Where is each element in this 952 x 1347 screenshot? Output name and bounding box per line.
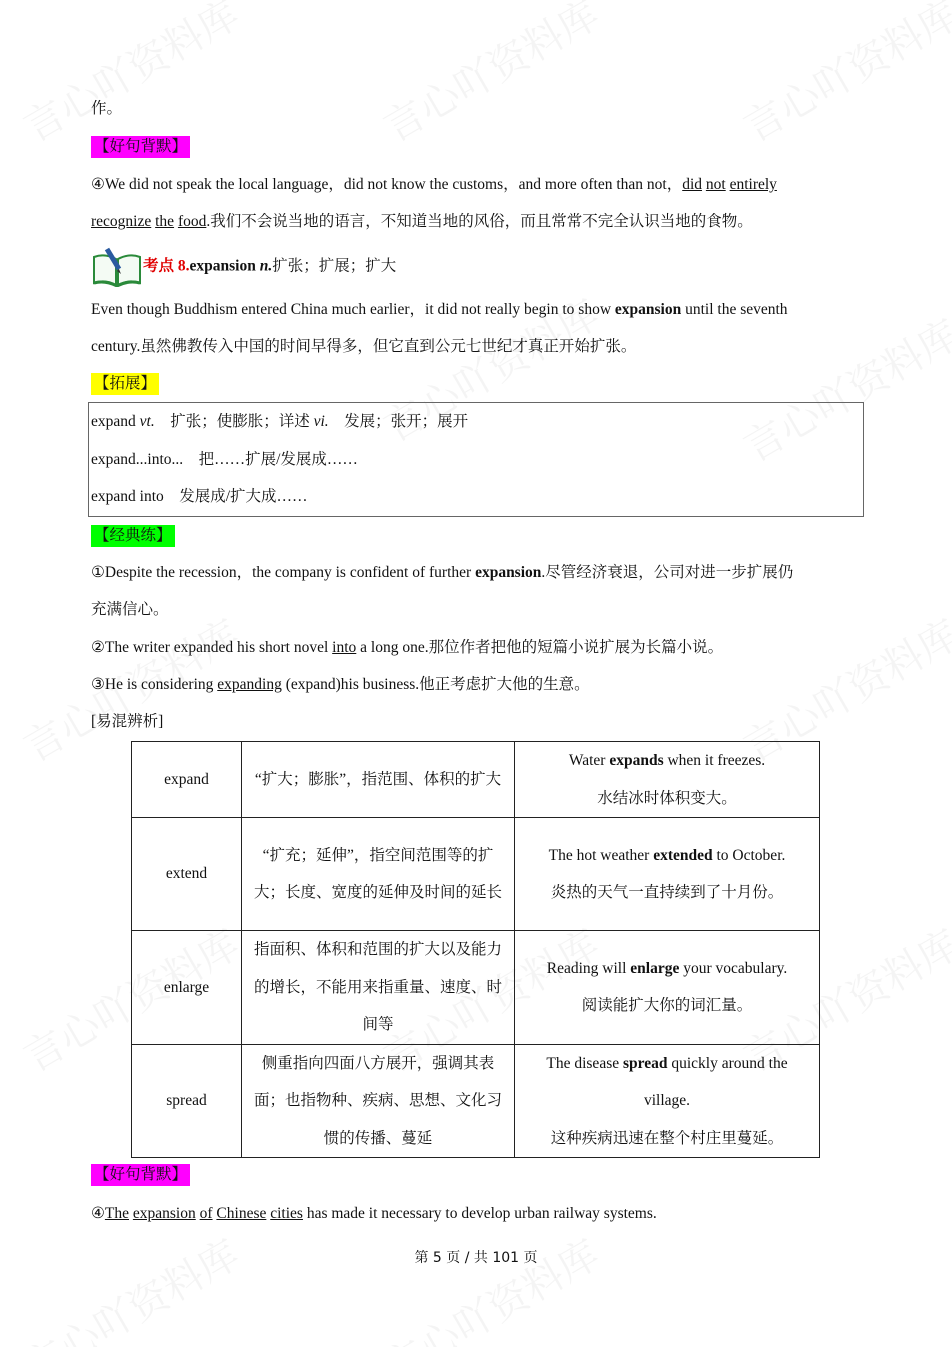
intro-tail: 作。 xyxy=(91,100,123,117)
cell-meaning: 侧重指向四面八方展开，强调其表面；也指物种、疾病、思想、文化习惯的传播、蔓延 xyxy=(242,1044,515,1158)
table-row xyxy=(132,931,820,1045)
section-tag-extend: 【拓展】 xyxy=(91,373,159,395)
section-tag-practice: 【经典练】 xyxy=(91,525,175,547)
practice-3: ③He is considering expanding (expand)his business.他正考虑扩大他的生意。 xyxy=(91,676,590,693)
cell-word: expand xyxy=(132,742,242,818)
watermark xyxy=(732,0,952,153)
table-row xyxy=(132,1044,820,1158)
cell-word: extend xyxy=(132,818,242,931)
cell-meaning: “扩充；延伸”，指空间范围等的扩大；长度、宽度的延伸及时间的延长 xyxy=(242,818,515,931)
extend-item: expand...into... 把……扩展/发展成…… xyxy=(91,451,358,468)
extend-item: expand vt. 扩张；使膨胀；详述 vi. 发展；张开；展开 xyxy=(91,413,469,430)
cell-word: spread xyxy=(132,1044,242,1158)
cell-example: The disease spread quickly around the village. 这种疾病迅速在整个村庄里蔓延。 xyxy=(515,1044,820,1158)
cell-example: Water expands when it freezes. 水结冰时体积变大。 xyxy=(515,742,820,818)
recite-sentence-4: ④We did not speak the local language，did not know the customs，and more often than not，did not entirely xyxy=(91,176,777,193)
cell-meaning: “扩大；膨胀”，指范围、体积的扩大 xyxy=(242,742,515,818)
practice-2: ②The writer expanded his short novel into a long one.那位作者把他的短篇小说扩展为长篇小说。 xyxy=(91,639,724,656)
extend-item: expand into 发展成/扩大成…… xyxy=(91,488,308,505)
confuse-title: [易混辨析] xyxy=(91,713,164,730)
watermark xyxy=(372,1224,608,1347)
point-example-cont: century.虽然佛教传入中国的时间早得多，但它直到公元七世纪才真正开始扩张。 xyxy=(91,338,637,355)
section-tag-recite: 【好句背默】 xyxy=(91,136,190,158)
cell-example: The hot weather extended to October. 炎热的天气一直持续到了十月份。 xyxy=(515,818,820,931)
confuse-table xyxy=(131,741,820,1158)
table-row xyxy=(132,818,820,931)
book-pencil-icon xyxy=(91,247,143,287)
table-row xyxy=(132,742,820,818)
watermark xyxy=(12,0,248,153)
practice-1-cont: 充满信心。 xyxy=(91,601,169,618)
practice-1: ①Despite the recession，the company is confident of further expansion.尽管经济衰退，公司对进一步扩展仍 xyxy=(91,564,794,581)
recite-sentence-4b: ④The expansion of Chinese cities has made it necessary to develop urban railway systems. xyxy=(91,1205,657,1222)
cell-word: enlarge xyxy=(132,931,242,1045)
cell-meaning: 指面积、体积和范围的扩大以及能力的增长，不能用来指重量、速度、时间等 xyxy=(242,931,515,1045)
watermark xyxy=(12,1224,248,1347)
page-footer: 第 5 页 / 共 101 页 xyxy=(414,1250,538,1266)
recite-sentence-4-cont: recognize the food.我们不会说当地的语言，不知道当地的风俗，而且常常不完全认识当地的食物。 xyxy=(91,213,753,230)
point-heading: 考点 8.expansion n.扩张；扩展；扩大 xyxy=(91,247,396,287)
section-tag-recite-2: 【好句背默】 xyxy=(91,1164,190,1186)
point-example: Even though Buddhism entered China much earlier，it did not really begin to show expansion until the seventh xyxy=(91,301,788,318)
cell-example: Reading will enlarge your vocabulary. 阅读能扩大你的词汇量。 xyxy=(515,931,820,1045)
watermark xyxy=(372,0,608,153)
